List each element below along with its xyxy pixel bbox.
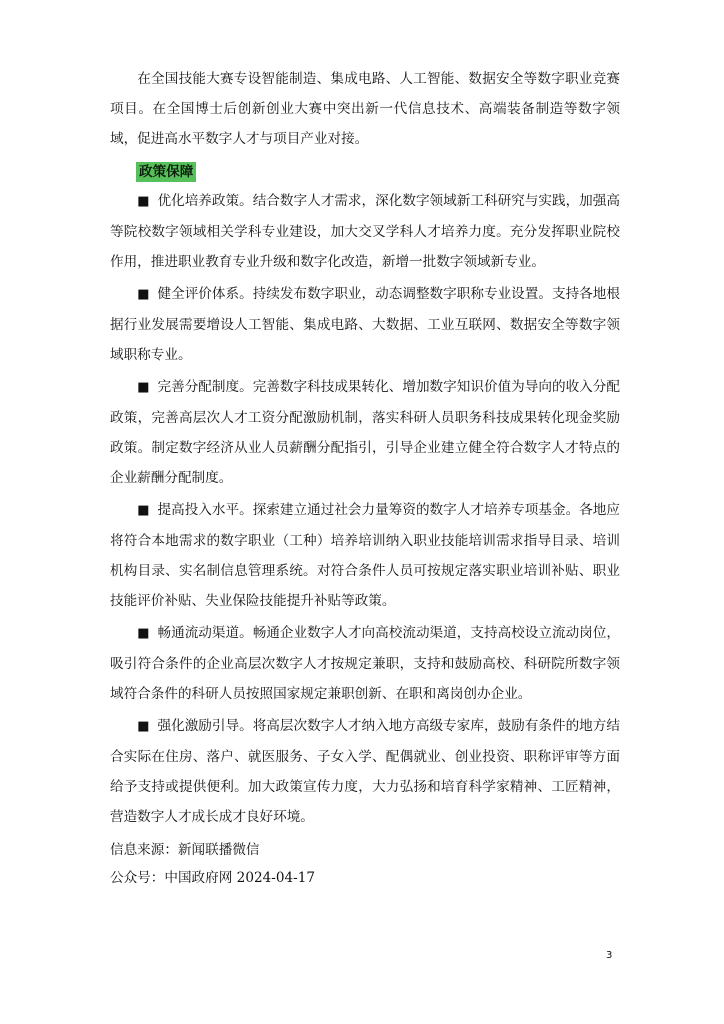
source-block bbox=[110, 836, 620, 892]
policy-item-text: 提高投入水平。探索建立通过社会力量筹资的数字人才培养专项基金。各地应将符合本地需求的数字职业（工种）培养培训纳入职业技能培训需求指导目录、培训机构目录、实名制信息管理系统。对符合条件人员可按规定落实职业培训补贴、职业技能评价补贴、失业保险技能提升补贴等政策。 bbox=[110, 502, 620, 609]
bullet-square-icon: ■ bbox=[137, 503, 150, 518]
policy-item bbox=[110, 711, 620, 832]
policy-item-text: 完善分配制度。完善数字科技成果转化、增加数字知识价值为导向的收入分配政策，完善高层次人才工资分配激励机制，落实科研人员职务科技成果转化现金奖励政策。制定数字经济从业人员薪酬分配指引，引导企业建立健全符合数字人才特点的企业薪酬分配制度。 bbox=[110, 379, 620, 486]
source-line: 信息来源：新闻联播微信 bbox=[110, 842, 260, 858]
policy-item bbox=[110, 618, 620, 709]
policy-item-text: 强化激励引导。将高层次数字人才纳入地方高级专家库，鼓励有条件的地方结合实际在住房、落户、就医服务、子女入学、配偶就业、创业投资、职称评审等方面给予支持或提供便利。加大政策宣传力度，大力弘扬和培育科学家精神、工匠精神，营造数字人才成长成才良好环境。 bbox=[110, 718, 620, 825]
policy-item-text: 优化培养政策。结合数字人才需求，深化数字领域新工科研究与实践，加强高等院校数字领域相关学科专业建设，加大交叉学科人才培养力度。充分发挥职业院校作用，推进职业教育专业升级和数字化改造，新增一批数字领域新专业。 bbox=[110, 193, 620, 270]
bullet-square-icon: ■ bbox=[137, 719, 150, 734]
policy-item bbox=[110, 279, 620, 370]
section-heading: 政策保障 bbox=[136, 162, 196, 182]
bullet-square-icon: ■ bbox=[137, 287, 150, 302]
bullet-square-icon: ■ bbox=[137, 194, 150, 209]
account-line: 公众号：中国政府网 2024-04-17 bbox=[110, 870, 316, 886]
section-heading-row bbox=[110, 156, 620, 186]
policy-item bbox=[110, 495, 620, 616]
policy-item-text: 畅通流动渠道。畅通企业数字人才向高校流动渠道，支持高校设立流动岗位，吸引符合条件的企业高层次数字人才按规定兼职，支持和鼓励高校、科研院所数字领域符合条件的科研人员按照国家规定兼职创新、在职和离岗创办企业。 bbox=[110, 625, 620, 702]
document-body bbox=[110, 64, 620, 892]
intro-paragraph: 在全国技能大赛专设智能制造、集成电路、人工智能、数据安全等数字职业竞赛项目。在全国博士后创新创业大赛中突出新一代信息技术、高端装备制造等数字领域，促进高水平数字人才与项目产业对接。 bbox=[110, 71, 620, 147]
policy-item bbox=[110, 372, 620, 493]
policy-item-text: 健全评价体系。持续发布数字职业，动态调整数字职称专业设置。支持各地根据行业发展需要增设人工智能、集成电路、大数据、工业互联网、数据安全等数字领域职称专业。 bbox=[110, 286, 620, 363]
bullet-square-icon: ■ bbox=[137, 380, 150, 395]
bullet-square-icon: ■ bbox=[137, 626, 150, 641]
policy-item bbox=[110, 186, 620, 277]
page-number: 3 bbox=[606, 950, 613, 961]
